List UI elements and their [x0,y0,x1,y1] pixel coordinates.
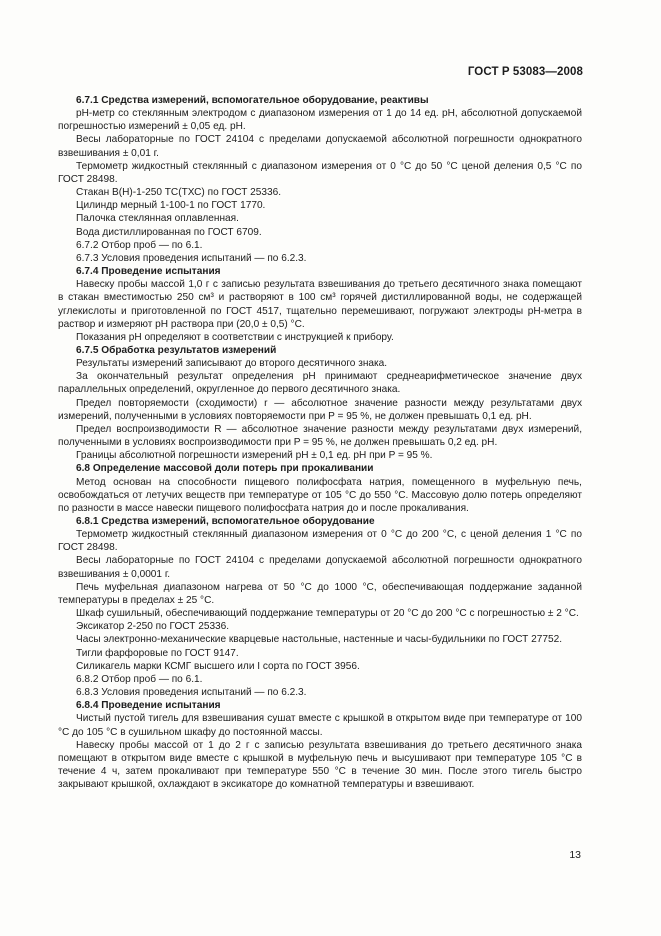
paragraph: Цилиндр мерный 1-100-1 по ГОСТ 1770. [76,200,266,212]
paragraph: Тигли фарфоровые по ГОСТ 9147. [76,647,239,659]
paragraph: Печь муфельная диапазоном нагрева от 50 °С до 1000 °С, обеспечивающая поддержание заданной температуры в пределах ± 25 °С. [58,581,582,606]
section-heading: 6.8.4 Проведение испытания [76,700,221,712]
paragraph: Чистый пустой тигель для взвешивания сушат вместе с крышкой в открытом виде при температуре от 100 °С до 105 °С в сушильном шкафу до постоянной массы. [58,713,582,738]
paragraph: 6.7.3 Условия проведения испытаний — по 6.2.3. [76,252,307,264]
paragraph: 6.8.3 Условия проведения испытаний — по 6.2.3. [76,687,307,699]
document-code: ГОСТ Р 53083—2008 [467,66,583,78]
section-heading: 6.8.1 Средства измерений, вспомогательное оборудование [76,516,375,527]
section-heading: 6.7.4 Проведение испытания [76,266,221,278]
paragraph: Эксикатор 2-250 по ГОСТ 25336. [76,621,230,633]
paragraph: Весы лабораторные по ГОСТ 24104 с пределами допускаемой абсолютной погрешности однократного взвешивания ± 0,0001 г. [58,555,582,580]
section-heading: 6.8 Определение массовой доли потерь при прокаливании [76,463,374,475]
paragraph: Навеску пробы массой 1,0 г с записью результата взвешивания до третьего десятичного знака помещают в стакан вместимостью 250 см³ и растворяют в 100 см³ горячей дистиллированной воды, не содержащей углекислоты и приготовленной по ГОСТ 4517, тщательно перемешивают, погружают электроды pH-метра в раствор и измеряют pH раствора при (20,0 ± 0,5) °С. [58,279,582,330]
paragraph: Навеску пробы массой от 1 до 2 г с записью результата взвешивания до третьего десятичного знака помещают в открытом виде вместе с крышкой в муфельную печь и высушивают при температуре 105 °С в течение 4 ч, затем прокаливают при температуре 550 °С в течение 30 мин. После этого тигель быстро закрывают крышкой, охлаждают в эксикаторе до комнатной температуры и взвешивают. [58,739,582,791]
paragraph: Предел повторяемости (сходимости) r — абсолютное значение разности между результатами двух измерений, полученными в условиях повторяемости при P = 95 %, не должен превышать 0,1 ед. pH. [58,397,582,422]
section-heading: 6.7.5 Обработка результатов измерений [76,344,277,356]
paragraph: 6.7.2 Отбор проб — по 6.1. [76,239,203,251]
section-heading: 6.7.1 Средства измерений, вспомогательное оборудование, реактивы [76,95,429,106]
paragraph: За окончательный результат определения pH принимают среднеарифметическое значение двух параллельных определений, округленное до первого десятичного знака. [58,371,582,396]
paragraph: Границы абсолютной погрешности измерений pH ± 0,1 ед. pH при P = 95 %. [76,450,433,462]
paragraph: Силикагель марки КСМГ высшего или I сорта по ГОСТ 3956. [76,660,360,672]
paragraph: Показания pH определяют в соответствии с инструкцией к прибору. [76,331,394,343]
paragraph: Весы лабораторные по ГОСТ 24104 с пределами допускаемой абсолютной погрешности однократного взвешивания ± 0,01 г. [58,134,582,159]
paragraph: Часы электронно-механические кварцевые настольные, настенные и часы-будильники по ГОСТ 27752. [76,634,563,646]
paragraph: Термометр жидкостный стеклянный с диапазоном измерения от 0 °С до 50 °С ценой деления 0,5 °С по ГОСТ 28498. [58,160,582,185]
page-number: 13 [569,849,581,861]
paragraph: Предел воспроизводимости R — абсолютное значение разности между результатами двух измерений, полученными в условиях воспроизводимости при P = 95 %, не должен превышать 0,2 ед. pH. [58,423,582,449]
paragraph: Результаты измерений записывают до второго десятичного знака. [76,358,388,370]
paragraph: 6.8.2 Отбор проб — по 6.1. [76,673,203,685]
paragraph: Шкаф сушильный, обеспечивающий поддержание температуры от 20 °С до 200 °С с погрешностью ± 2 °С. [76,608,579,620]
paragraph: Метод основан на способности пищевого полифосфата натрия, помещенного в муфельную печь, освобождаться от летучих веществ при температуре от 105 °С до 550 °С. Массовую долю потерь определяют по разности в массе навески пищевого полифосфата натрия до и после прокаливания. [58,476,582,514]
paragraph: Термометр жидкостный стеклянный диапазоном измерения от 0 °С до 200 °С, с ценой деления 1 °С по ГОСТ 28498. [58,529,582,554]
paragraph: Вода дистиллированная по ГОСТ 6709. [76,226,262,238]
paragraph: pH-метр со стеклянным электродом с диапазоном измерения от 1 до 14 ед. pH, абсолютной допускаемой погрешностью измерений ± 0,05 ед. pH. [58,108,582,133]
paragraph: Стакан В(Н)-1-250 ТС(ТХС) по ГОСТ 25336. [76,187,282,199]
document-body [58,94,582,791]
paragraph: Палочка стеклянная оплавленная. [76,213,239,225]
